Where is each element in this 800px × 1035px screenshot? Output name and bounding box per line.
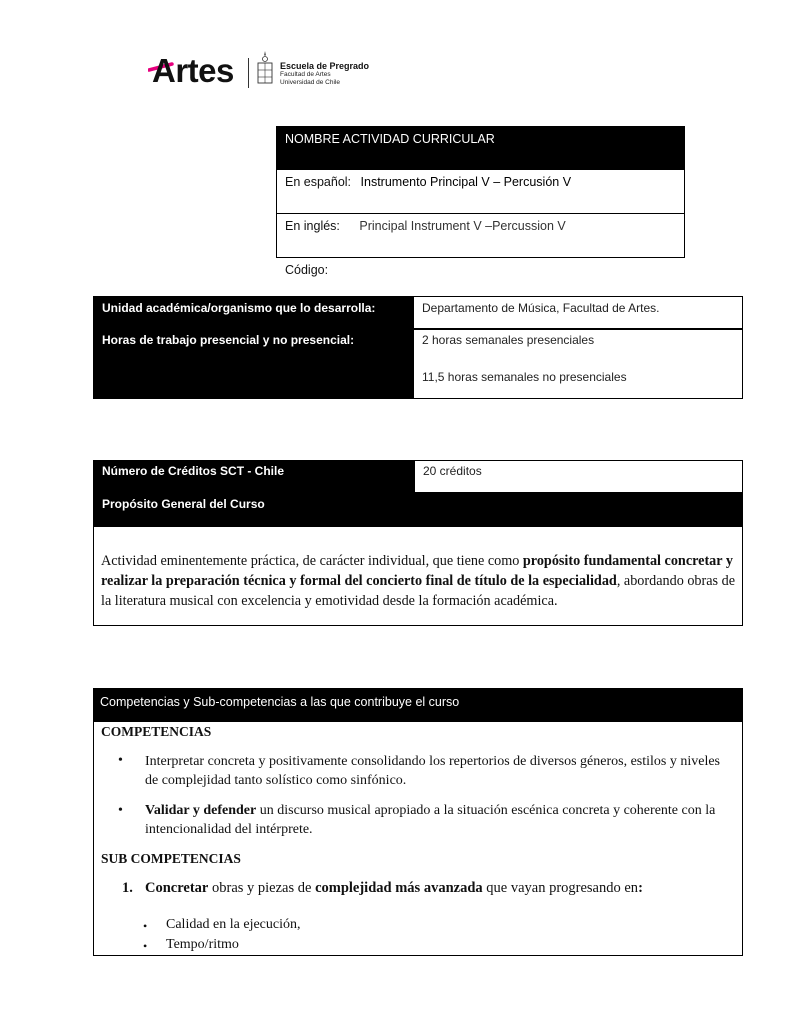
spanish-value: Instrumento Principal V – Percusión V xyxy=(360,175,572,189)
unit-label: Unidad académica/organismo que lo desarrolla: xyxy=(102,301,376,315)
competencies-title: COMPETENCIAS xyxy=(101,724,212,739)
code-row xyxy=(277,258,684,301)
purpose-text-bold: propósito fundamental concretar y realizar la preparación técnica y formal del concierto final de título de la especialidad xyxy=(101,553,733,589)
sub-competencies-title: SUB COMPETENCIAS xyxy=(101,851,241,866)
hours-label: Horas de trabajo presencial y no presencial: xyxy=(102,333,355,347)
spanish-label: En español: xyxy=(285,175,352,189)
competency-item-2 xyxy=(145,801,736,839)
unit-labels-column xyxy=(94,297,414,398)
bullet-1: • xyxy=(118,753,123,768)
academic-unit-table xyxy=(93,296,743,399)
competency-2-bold: Validar y defender xyxy=(145,803,257,818)
course-name-table xyxy=(276,126,685,277)
competency-1-line-2: de complejidad tanto solístico como sinfónico. xyxy=(145,773,407,788)
unit-values-column xyxy=(414,297,742,398)
english-value: Principal Instrument V –Percussion V xyxy=(359,219,566,233)
sub-bold-2: complejidad más avanzada xyxy=(315,880,483,896)
logo-school-name: Escuela de Pregrado xyxy=(280,61,370,71)
spanish-name-row xyxy=(277,170,684,214)
sub-text-2: que vayan progresando en xyxy=(482,880,639,896)
sub-bullet-2: • xyxy=(143,939,148,953)
artes-logo xyxy=(152,48,392,90)
code-label: Código: xyxy=(285,263,329,277)
logo-separator xyxy=(248,58,249,88)
competency-2-line-2: intencionalidad del intérprete. xyxy=(145,822,313,837)
purpose-paragraph xyxy=(101,551,736,611)
credits-value: 20 créditos xyxy=(414,461,742,493)
logo-faculty: Facultad de Artes xyxy=(280,71,331,78)
purpose-label: Propósito General del Curso xyxy=(102,497,265,511)
sub-bullet-1: • xyxy=(143,919,148,933)
sub-bold-1: Concretar xyxy=(145,880,209,896)
competencies-header: Competencias y Sub-competencias a las que contribuye el curso xyxy=(94,689,742,722)
logo-brand: Artes xyxy=(152,52,234,89)
sub-text-1: obras y piezas de xyxy=(208,880,316,896)
hours-no-presencial: 11,5 horas semanales no presenciales xyxy=(422,370,627,384)
sub-item-number: 1. xyxy=(122,880,133,896)
unit-value: Departamento de Música, Facultad de Artes. xyxy=(422,301,660,315)
purpose-text-2: , abordando obras de la literatura musical con excelencia y emotividad desde la formación académica. xyxy=(101,573,736,609)
english-label: En inglés: xyxy=(285,219,340,233)
sub-item-quality: Calidad en la ejecución, xyxy=(166,917,301,932)
course-name-header: NOMBRE ACTIVIDAD CURRICULAR xyxy=(277,127,684,170)
row-divider xyxy=(414,328,742,330)
sub-competency-1 xyxy=(145,880,643,897)
credits-purpose-table xyxy=(93,460,743,626)
competencies-table xyxy=(93,688,743,956)
competency-1-line-1: Interpretar concreta y positivamente consolidando los repertorios de diversos géneros, estilos y niveles xyxy=(145,754,720,769)
competency-item-1 xyxy=(145,752,736,790)
sub-colon: : xyxy=(638,880,643,896)
sub-item-tempo: Tempo/ritmo xyxy=(166,937,239,952)
logo-university: Universidad de Chile xyxy=(280,78,340,86)
hours-presencial: 2 horas semanales presenciales xyxy=(422,333,595,347)
purpose-text-1: Actividad eminentemente práctica, de carácter individual, que tiene como xyxy=(101,553,523,569)
credits-label: Número de Créditos SCT - Chile xyxy=(102,464,285,478)
english-name-row xyxy=(277,214,684,258)
bullet-2: • xyxy=(118,803,123,818)
university-seal-icon xyxy=(254,50,276,88)
competency-2-line-1: un discurso musical apropiado a la situación escénica concreta y coherente con la xyxy=(256,803,716,818)
